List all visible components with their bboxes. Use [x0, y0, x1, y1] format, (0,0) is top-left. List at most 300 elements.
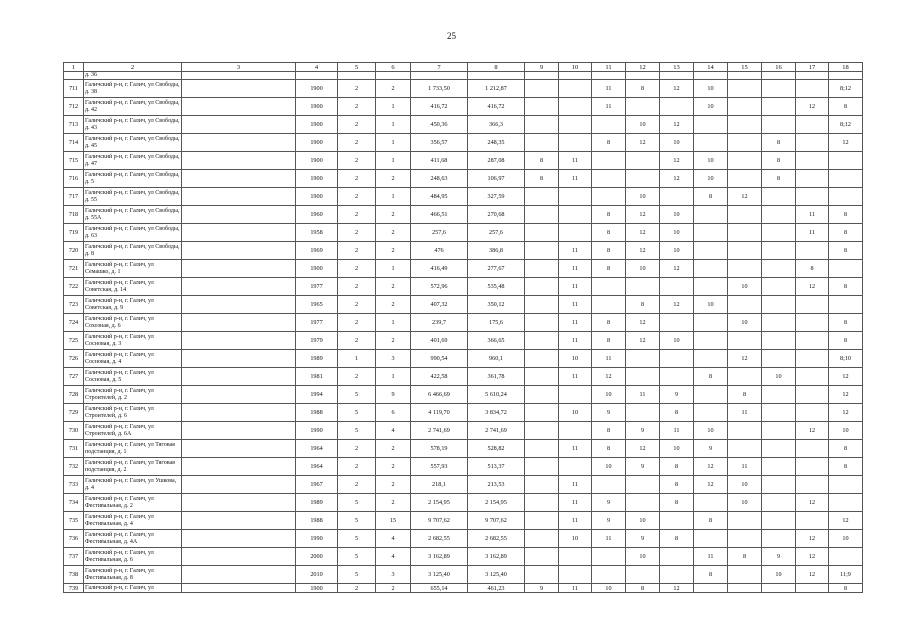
value-cell: 4	[376, 530, 411, 548]
value-cell	[728, 440, 762, 458]
value-cell: 401,69	[411, 332, 468, 350]
value-cell	[796, 584, 829, 593]
value-cell	[525, 368, 559, 386]
value-cell: 11	[559, 314, 592, 332]
value-cell	[762, 386, 796, 404]
value-cell: 1900	[296, 134, 338, 152]
value-cell	[660, 350, 694, 368]
value-cell: 1 733,50	[411, 80, 468, 98]
value-cell: 2	[338, 80, 376, 98]
value-cell: 1977	[296, 314, 338, 332]
row-number-cell: 714	[64, 134, 84, 152]
address-cell: Галичский р-н, г. Галич, ул Строителей, д. 2	[84, 386, 182, 404]
value-cell	[525, 440, 559, 458]
row-number-cell: 711	[64, 80, 84, 98]
column-header: 2	[84, 63, 182, 72]
continuation-row	[64, 72, 863, 80]
address-cell: Галичский р-н, г. Галич, ул Свободы, д. 63	[84, 224, 182, 242]
address-cell: д. 36	[84, 72, 182, 80]
value-cell: 11	[559, 368, 592, 386]
table-row	[64, 368, 863, 386]
value-cell: 416,72	[468, 98, 525, 116]
value-cell: 1	[376, 188, 411, 206]
value-cell: 175,6	[468, 314, 525, 332]
address-cell: Галичский р-н, г. Галич, ул Фестивальная, д. 8	[84, 566, 182, 584]
value-cell: 2010	[296, 566, 338, 584]
value-cell: 9	[694, 440, 728, 458]
value-cell: 2	[338, 368, 376, 386]
value-cell: 6	[376, 404, 411, 422]
value-cell: 1965	[296, 296, 338, 314]
value-cell: 8	[694, 512, 728, 530]
address-cell: Галичский р-н, г. Галич, ул Фестивальная, д. 2	[84, 494, 182, 512]
value-cell: 8;12	[829, 80, 863, 98]
value-cell	[182, 530, 296, 548]
row-number-cell: 734	[64, 494, 84, 512]
value-cell: 8	[829, 242, 863, 260]
value-cell: 12	[829, 404, 863, 422]
value-cell	[525, 530, 559, 548]
value-cell: 3 125,40	[468, 566, 525, 584]
value-cell	[626, 350, 660, 368]
value-cell: 8	[592, 332, 626, 350]
value-cell: 2	[376, 170, 411, 188]
value-cell: 11	[559, 152, 592, 170]
address-cell: Галичский р-н, г. Галич, ул Свободы, д. 42	[84, 98, 182, 116]
value-cell	[796, 350, 829, 368]
value-cell	[829, 260, 863, 278]
empty-cell	[64, 72, 84, 80]
value-cell: 11	[796, 224, 829, 242]
value-cell: 1989	[296, 350, 338, 368]
value-cell	[728, 512, 762, 530]
value-cell	[728, 152, 762, 170]
value-cell: 4 119,70	[411, 404, 468, 422]
value-cell: 3 162,89	[411, 548, 468, 566]
value-cell: 1960	[296, 206, 338, 224]
value-cell	[829, 188, 863, 206]
address-cell: Галичский р-н, г. Галич, ул Строителей, д. 6А	[84, 422, 182, 440]
value-cell: 1	[376, 116, 411, 134]
value-cell	[660, 98, 694, 116]
value-cell: 11	[559, 476, 592, 494]
value-cell	[626, 170, 660, 188]
value-cell: 12	[660, 80, 694, 98]
value-cell: 2 154,95	[468, 494, 525, 512]
value-cell: 10	[559, 350, 592, 368]
value-cell	[592, 548, 626, 566]
empty-cell	[626, 72, 660, 80]
value-cell: 411,68	[411, 152, 468, 170]
value-cell: 1990	[296, 422, 338, 440]
value-cell: 10	[728, 476, 762, 494]
value-cell: 2 741,69	[468, 422, 525, 440]
value-cell: 1	[376, 260, 411, 278]
row-number-cell: 737	[64, 548, 84, 566]
value-cell: 1	[376, 368, 411, 386]
address-cell: Галичский р-н, г. Галич, ул Свободы, д. 55А	[84, 206, 182, 224]
table-row	[64, 98, 863, 116]
value-cell: 2	[338, 152, 376, 170]
value-cell: 327,59	[468, 188, 525, 206]
address-cell: Галичский р-н, г. Галич, ул Тяговая подстанция, д. 1	[84, 440, 182, 458]
value-cell: 513,37	[468, 458, 525, 476]
value-cell	[796, 152, 829, 170]
value-cell: 11	[559, 512, 592, 530]
housing-register-table	[63, 62, 863, 593]
row-number-cell: 715	[64, 152, 84, 170]
value-cell	[796, 80, 829, 98]
value-cell: 11	[626, 386, 660, 404]
value-cell: 10	[660, 440, 694, 458]
value-cell: 2	[338, 134, 376, 152]
value-cell: 12	[592, 368, 626, 386]
value-cell	[762, 332, 796, 350]
value-cell	[182, 170, 296, 188]
value-cell: 8	[829, 458, 863, 476]
value-cell: 1958	[296, 224, 338, 242]
value-cell: 8	[796, 260, 829, 278]
value-cell	[559, 458, 592, 476]
value-cell	[694, 314, 728, 332]
column-header: 14	[694, 63, 728, 72]
value-cell: 12	[829, 368, 863, 386]
value-cell: 2	[338, 188, 376, 206]
value-cell	[694, 278, 728, 296]
table-row	[64, 314, 863, 332]
value-cell: 9 707,62	[468, 512, 525, 530]
value-cell: 8	[829, 206, 863, 224]
value-cell: 8	[660, 530, 694, 548]
column-header: 16	[762, 63, 796, 72]
page-number: 25	[447, 31, 456, 41]
table-row	[64, 278, 863, 296]
value-cell: 106,97	[468, 170, 525, 188]
value-cell: 2	[376, 224, 411, 242]
value-cell: 1969	[296, 242, 338, 260]
value-cell: 2	[376, 440, 411, 458]
value-cell	[694, 530, 728, 548]
value-cell: 8	[728, 548, 762, 566]
value-cell: 572,96	[411, 278, 468, 296]
value-cell: 10	[694, 152, 728, 170]
value-cell: 239,7	[411, 314, 468, 332]
value-cell: 8	[592, 224, 626, 242]
value-cell: 10	[592, 386, 626, 404]
value-cell: 11	[559, 584, 592, 593]
empty-cell	[411, 72, 468, 80]
address-cell: Галичский р-н, г. Галич, ул Семашко, д. 1	[84, 260, 182, 278]
value-cell	[182, 458, 296, 476]
row-number-cell: 732	[64, 458, 84, 476]
address-cell: Галичский р-н, г. Галич, ул Свободы, д. 5	[84, 170, 182, 188]
value-cell: 12	[829, 134, 863, 152]
value-cell	[182, 152, 296, 170]
value-cell: 10	[728, 278, 762, 296]
value-cell	[796, 296, 829, 314]
value-cell	[796, 440, 829, 458]
column-header: 17	[796, 63, 829, 72]
value-cell: 12	[660, 584, 694, 593]
value-cell: 12	[660, 260, 694, 278]
column-header: 7	[411, 63, 468, 72]
value-cell	[559, 116, 592, 134]
value-cell: 9	[592, 404, 626, 422]
value-cell: 12	[626, 134, 660, 152]
value-cell: 1900	[296, 116, 338, 134]
value-cell: 5	[338, 566, 376, 584]
value-cell	[762, 296, 796, 314]
value-cell: 12	[660, 170, 694, 188]
value-cell	[626, 566, 660, 584]
value-cell	[728, 242, 762, 260]
value-cell	[660, 566, 694, 584]
value-cell: 8	[829, 224, 863, 242]
value-cell: 2 741,69	[411, 422, 468, 440]
value-cell: 2 682,55	[411, 530, 468, 548]
value-cell: 10	[592, 584, 626, 593]
value-cell: 8	[829, 440, 863, 458]
value-cell: 11	[559, 242, 592, 260]
empty-cell	[296, 72, 338, 80]
value-cell: 9	[762, 548, 796, 566]
address-cell: Галичский р-н, г. Галич, ул	[84, 584, 182, 593]
value-cell: 2	[376, 80, 411, 98]
value-cell	[694, 386, 728, 404]
value-cell: 10	[762, 368, 796, 386]
row-number-cell: 721	[64, 260, 84, 278]
value-cell: 11	[559, 494, 592, 512]
value-cell	[694, 242, 728, 260]
value-cell: 8	[592, 260, 626, 278]
value-cell: 11	[796, 206, 829, 224]
value-cell: 1988	[296, 512, 338, 530]
value-cell: 12	[829, 386, 863, 404]
value-cell	[728, 170, 762, 188]
value-cell	[762, 494, 796, 512]
value-cell: 2	[376, 458, 411, 476]
value-cell: 12	[694, 476, 728, 494]
value-cell	[626, 404, 660, 422]
value-cell: 2 682,55	[468, 530, 525, 548]
value-cell: 2	[338, 260, 376, 278]
table-row	[64, 332, 863, 350]
row-number-cell: 731	[64, 440, 84, 458]
row-number-cell: 728	[64, 386, 84, 404]
row-number-cell: 713	[64, 116, 84, 134]
row-number-cell: 718	[64, 206, 84, 224]
value-cell: 8	[762, 170, 796, 188]
value-cell: 5	[338, 404, 376, 422]
value-cell	[694, 260, 728, 278]
value-cell	[525, 512, 559, 530]
value-cell: 12	[660, 152, 694, 170]
value-cell	[694, 332, 728, 350]
value-cell: 2	[338, 116, 376, 134]
value-cell: 10	[660, 206, 694, 224]
row-number-cell: 735	[64, 512, 84, 530]
value-cell: 9	[592, 494, 626, 512]
value-cell	[182, 224, 296, 242]
value-cell: 8	[592, 134, 626, 152]
value-cell: 2	[338, 440, 376, 458]
value-cell	[182, 314, 296, 332]
value-cell: 12	[728, 350, 762, 368]
value-cell: 2	[338, 332, 376, 350]
value-cell	[525, 458, 559, 476]
value-cell: 3	[376, 566, 411, 584]
value-cell: 10	[660, 224, 694, 242]
value-cell: 416,49	[411, 260, 468, 278]
value-cell	[525, 548, 559, 566]
value-cell: 10	[559, 530, 592, 548]
value-cell: 1900	[296, 188, 338, 206]
value-cell: 10	[626, 260, 660, 278]
value-cell	[525, 116, 559, 134]
value-cell	[796, 314, 829, 332]
address-cell: Галичский р-н, г. Галич, ул Сосновая, д. 5	[84, 368, 182, 386]
value-cell	[796, 386, 829, 404]
value-cell	[762, 314, 796, 332]
empty-cell	[376, 72, 411, 80]
table-row	[64, 188, 863, 206]
value-cell: 9	[626, 530, 660, 548]
value-cell: 11	[559, 296, 592, 314]
value-cell	[694, 350, 728, 368]
value-cell: 12	[796, 98, 829, 116]
value-cell: 12	[796, 548, 829, 566]
value-cell	[762, 584, 796, 593]
value-cell	[762, 242, 796, 260]
value-cell: 15	[376, 512, 411, 530]
value-cell: 8	[694, 188, 728, 206]
value-cell	[728, 80, 762, 98]
value-cell: 8	[829, 584, 863, 593]
value-cell: 1989	[296, 494, 338, 512]
address-cell: Галичский р-н, г. Галич, ул Советская, д. 9	[84, 296, 182, 314]
value-cell: 12	[728, 188, 762, 206]
value-cell: 12	[626, 242, 660, 260]
value-cell	[559, 566, 592, 584]
value-cell: 8	[525, 170, 559, 188]
value-cell: 12	[796, 278, 829, 296]
column-header: 11	[592, 63, 626, 72]
value-cell	[525, 206, 559, 224]
value-cell: 11	[592, 530, 626, 548]
value-cell: 9	[660, 386, 694, 404]
value-cell: 5	[338, 386, 376, 404]
value-cell: 8	[525, 152, 559, 170]
value-cell: 8	[694, 368, 728, 386]
value-cell: 2	[338, 224, 376, 242]
value-cell	[728, 98, 762, 116]
value-cell: 8	[660, 494, 694, 512]
value-cell	[796, 512, 829, 530]
empty-cell	[660, 72, 694, 80]
value-cell: 11	[559, 332, 592, 350]
value-cell: 1900	[296, 584, 338, 593]
column-header: 18	[829, 63, 863, 72]
value-cell	[626, 152, 660, 170]
value-cell: 5	[338, 422, 376, 440]
row-number-cell: 729	[64, 404, 84, 422]
value-cell: 2	[338, 476, 376, 494]
value-cell	[525, 80, 559, 98]
value-cell: 10	[694, 296, 728, 314]
value-cell: 557,93	[411, 458, 468, 476]
value-cell: 10	[762, 566, 796, 584]
address-cell: Галичский р-н, г. Галич, ул Фестивальная, д. 4	[84, 512, 182, 530]
value-cell	[559, 134, 592, 152]
value-cell: 10	[728, 314, 762, 332]
empty-cell	[468, 72, 525, 80]
value-cell	[660, 368, 694, 386]
value-cell: 8	[829, 332, 863, 350]
value-cell	[728, 116, 762, 134]
value-cell: 11	[592, 98, 626, 116]
value-cell	[525, 566, 559, 584]
value-cell	[694, 404, 728, 422]
value-cell	[762, 80, 796, 98]
column-header: 4	[296, 63, 338, 72]
address-cell: Галичский р-н, г. Галич, ул Сохозная, д. 6	[84, 314, 182, 332]
column-header: 12	[626, 63, 660, 72]
value-cell	[525, 350, 559, 368]
value-cell: 2000	[296, 548, 338, 566]
value-cell	[762, 116, 796, 134]
value-cell: 366,65	[468, 332, 525, 350]
value-cell: 11	[559, 260, 592, 278]
table-row	[64, 386, 863, 404]
value-cell	[762, 224, 796, 242]
table-row	[64, 350, 863, 368]
value-cell	[559, 224, 592, 242]
value-cell	[592, 476, 626, 494]
value-cell	[182, 566, 296, 584]
value-cell: 416,72	[411, 98, 468, 116]
value-cell	[525, 188, 559, 206]
table-row	[64, 152, 863, 170]
value-cell	[796, 116, 829, 134]
value-cell: 350,12	[468, 296, 525, 314]
value-cell: 8;10	[829, 350, 863, 368]
value-cell: 1900	[296, 170, 338, 188]
value-cell: 1979	[296, 332, 338, 350]
table-row	[64, 530, 863, 548]
value-cell: 2	[338, 278, 376, 296]
row-number-cell: 730	[64, 422, 84, 440]
value-cell: 257,6	[468, 224, 525, 242]
value-cell	[182, 368, 296, 386]
empty-cell	[592, 72, 626, 80]
value-cell: 11	[694, 548, 728, 566]
value-cell	[182, 350, 296, 368]
value-cell: 11;9	[829, 566, 863, 584]
table-body	[64, 63, 863, 593]
value-cell: 9	[592, 512, 626, 530]
table-row	[64, 296, 863, 314]
value-cell	[796, 458, 829, 476]
value-cell	[762, 530, 796, 548]
value-cell: 466,51	[411, 206, 468, 224]
value-cell	[762, 188, 796, 206]
value-cell: 11	[592, 80, 626, 98]
value-cell: 5	[338, 512, 376, 530]
value-cell	[762, 440, 796, 458]
value-cell: 248,35	[468, 134, 525, 152]
value-cell: 2 154,95	[411, 494, 468, 512]
value-cell: 361,78	[468, 368, 525, 386]
